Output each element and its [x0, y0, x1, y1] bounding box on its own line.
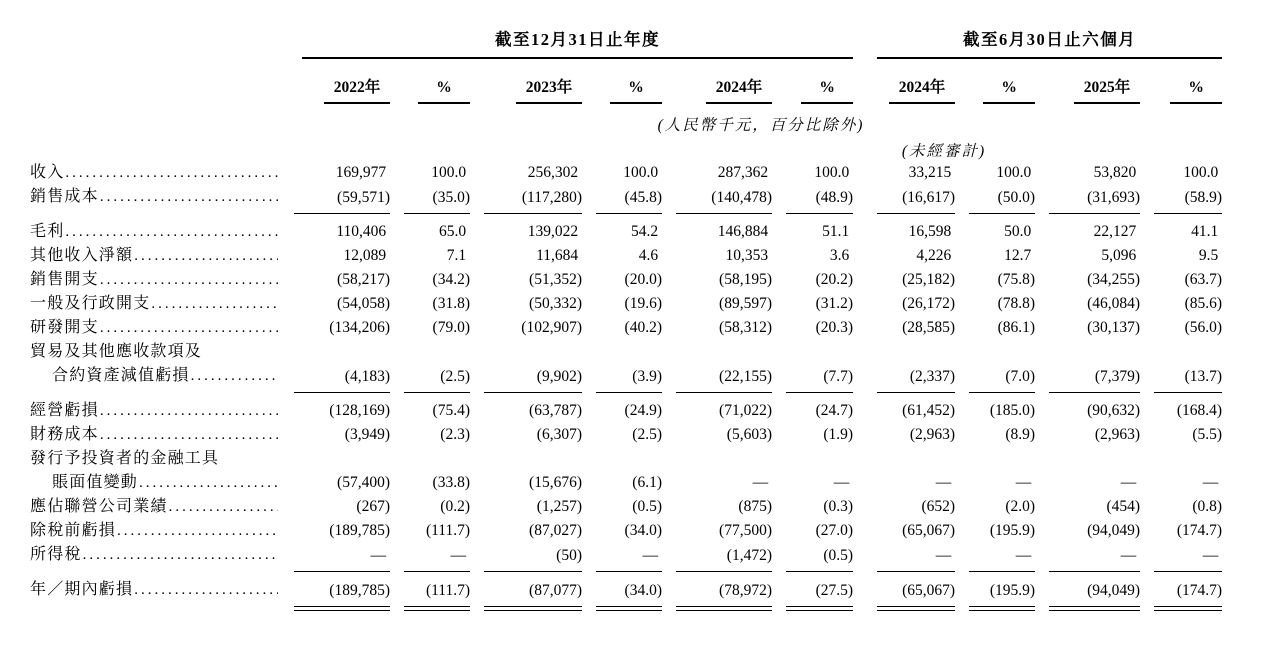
- cell-value: (174.7): [1176, 522, 1223, 539]
- column-header-2025-6m: 2025年: [1035, 59, 1140, 104]
- row-label-text: 其他收入淨額: [30, 247, 134, 264]
- cell-value: (0.5): [772, 543, 853, 572]
- cell-value: (189,785): [329, 522, 390, 539]
- cell-value: 9.5: [1198, 247, 1223, 264]
- cell-value: (78,972): [662, 572, 772, 613]
- row-label-text: 銷售成本: [30, 188, 99, 205]
- cell-value: (89,597): [719, 295, 772, 312]
- cell-value: 3.6: [829, 247, 854, 264]
- dot-leader: [100, 316, 278, 340]
- cell-value: 65.0: [439, 223, 470, 240]
- dot-leader: [100, 423, 278, 447]
- cell-value: (875): [738, 498, 772, 515]
- cell-value: (31.8): [432, 295, 470, 312]
- unaudited-note-row: [30, 135, 1222, 161]
- row-label-text: 銷售開支: [30, 271, 99, 288]
- cell-value: (6.1): [632, 474, 662, 491]
- cell-value: (0.2): [440, 498, 470, 515]
- cell-value: (102,907): [521, 319, 582, 336]
- cell-value: 22,127: [1093, 223, 1141, 240]
- cell-value: —: [752, 474, 772, 491]
- cell-value: (20.3): [815, 319, 854, 336]
- cell-value: (0.5): [632, 498, 662, 515]
- row-label-text: 一般及行政開支: [30, 295, 151, 312]
- cell-value: (50.0): [955, 185, 1035, 214]
- cell-value: 100.0: [996, 164, 1036, 181]
- cell-value: (31,693): [1035, 185, 1140, 214]
- double-rule-line: [596, 610, 662, 613]
- cell-value: (2,963): [1094, 426, 1141, 443]
- cell-value: (25,182): [902, 271, 956, 288]
- financial-statement-table: [30, 26, 1222, 613]
- cell-value: (8.9): [1005, 426, 1036, 443]
- cell-value: (140,478): [662, 185, 772, 214]
- label-column-spacer: [30, 59, 280, 104]
- cell-value: (40.2): [624, 319, 662, 336]
- dot-leader: [191, 364, 278, 388]
- cell-value: —: [935, 474, 956, 491]
- dot-leader: [151, 292, 278, 316]
- group-header-six-months: [853, 26, 1222, 59]
- cell-value: —: [833, 474, 854, 491]
- cell-value: (111.7): [425, 522, 470, 539]
- cell-value: (65,067): [902, 522, 956, 539]
- cell-value: (4,183): [280, 340, 390, 393]
- row-label-text: 應佔聯營公司業績: [30, 498, 168, 515]
- cell-value: 51.1: [822, 223, 854, 240]
- cell-value: (3.9): [582, 340, 662, 393]
- cell-value: 287,362: [717, 164, 772, 181]
- cell-value: (58,217): [337, 271, 390, 288]
- cell-value: (58,195): [719, 271, 772, 288]
- cell-value: (31.2): [815, 295, 854, 312]
- row-label-text: 收入: [30, 164, 65, 181]
- cell-value: (1.9): [823, 426, 854, 443]
- cell-value: (27.5): [772, 572, 853, 613]
- cell-value: (134,206): [329, 319, 390, 336]
- dot-leader: [117, 519, 278, 543]
- cell-value: (63.7): [1184, 271, 1223, 288]
- row-label-text: 除稅前虧損: [30, 522, 117, 539]
- double-rule-line: [1049, 610, 1140, 613]
- double-rule-line: [786, 610, 853, 613]
- cell-value: 12.7: [1004, 247, 1036, 264]
- cell-value: (58.9): [1140, 185, 1222, 214]
- cell-value: (117,280): [470, 185, 582, 214]
- cell-value: —: [1035, 543, 1140, 572]
- cell-value: (6,307): [536, 426, 582, 443]
- cell-value: (51,352): [529, 271, 582, 288]
- cell-value: 53,820: [1093, 164, 1141, 181]
- cell-value: —: [1202, 474, 1223, 491]
- cell-value: (2.3): [440, 426, 470, 443]
- row-label: [30, 572, 280, 613]
- row-label: [30, 519, 280, 543]
- row-label: [30, 268, 280, 292]
- cell-value: (3,949): [344, 426, 390, 443]
- table-row: [30, 572, 1222, 613]
- row-label: [30, 244, 280, 268]
- cell-value: (19.6): [624, 295, 662, 312]
- cell-value: (0.3): [823, 498, 854, 515]
- double-rule-line: [676, 610, 772, 613]
- row-label: [30, 185, 280, 214]
- cell-value: —: [582, 543, 662, 572]
- table-row: [30, 393, 1222, 423]
- cell-value: 256,302: [527, 164, 582, 181]
- cell-value: (195.9): [955, 572, 1035, 613]
- cell-value: (33.8): [432, 474, 470, 491]
- cell-value: (9,902): [470, 340, 582, 393]
- cell-value: (63,787): [529, 402, 582, 419]
- cell-value: (75.4): [432, 402, 470, 419]
- row-label-text: 研發開支: [30, 319, 99, 336]
- table-row: [30, 340, 1222, 393]
- cell-value: 16,598: [908, 223, 956, 240]
- dot-leader: [65, 220, 278, 244]
- cell-value: (1,257): [536, 498, 582, 515]
- cell-value: 50.0: [1004, 223, 1036, 240]
- table-body: [30, 161, 1222, 613]
- cell-value: —: [853, 543, 955, 572]
- row-label-text: 賬面值變動: [52, 474, 139, 491]
- table-row: [30, 543, 1222, 572]
- cell-value: (1,472): [662, 543, 772, 572]
- group-header-row: [30, 26, 1222, 59]
- cell-value: (128,169): [329, 402, 390, 419]
- cell-value: (5.5): [1192, 426, 1223, 443]
- column-header-row: [30, 59, 1222, 104]
- cell-value: 41.1: [1191, 223, 1223, 240]
- cell-value: (65,067): [853, 572, 955, 613]
- table-row: [30, 244, 1222, 268]
- row-label: [30, 393, 280, 423]
- row-label: [30, 495, 280, 519]
- dot-leader: [134, 578, 278, 602]
- cell-value: (61,452): [902, 402, 956, 419]
- double-rule-line: [294, 610, 390, 613]
- cell-value: (20.2): [815, 271, 854, 288]
- cell-value: —: [1120, 474, 1141, 491]
- dot-leader: [100, 185, 278, 209]
- row-label-line1: 貿易及其他應收款項及: [30, 343, 203, 360]
- unaudited-note: (未經審計): [901, 143, 987, 160]
- cell-value: (54,058): [337, 295, 390, 312]
- dot-leader: [139, 471, 278, 495]
- cell-value: (16,617): [853, 185, 955, 214]
- cell-value: (77,500): [719, 522, 772, 539]
- cell-value: (78.8): [997, 295, 1036, 312]
- group-header-annual: [280, 26, 853, 59]
- cell-value: (267): [356, 498, 390, 515]
- cell-value: 12,089: [343, 247, 390, 264]
- cell-value: (27.0): [815, 522, 854, 539]
- cell-value: 4.6: [638, 247, 662, 264]
- label-column-spacer: [30, 104, 280, 135]
- cell-value: (94,049): [1035, 572, 1140, 613]
- cell-value: (185.0): [989, 402, 1036, 419]
- cell-value: (15,676): [529, 474, 582, 491]
- cell-value: 5,096: [1101, 247, 1141, 264]
- table-row: [30, 447, 1222, 495]
- cell-value: (48.9): [772, 185, 853, 214]
- cell-value: (75.8): [997, 271, 1036, 288]
- double-rule-line: [404, 610, 470, 613]
- column-header-2023-pct: %: [582, 59, 662, 104]
- cell-value: —: [1015, 474, 1036, 491]
- table-row: [30, 161, 1222, 185]
- cell-value: (454): [1106, 498, 1141, 515]
- cell-value: 54.2: [631, 223, 662, 240]
- row-label-line1: 發行予投資者的金融工具: [30, 450, 220, 467]
- cell-value: (79.0): [432, 319, 470, 336]
- unit-note-row: [30, 104, 1222, 135]
- cell-value: 100.0: [1183, 164, 1223, 181]
- cell-value: (111.7): [390, 572, 470, 613]
- cell-value: (87,027): [529, 522, 582, 539]
- cell-value: (13.7): [1140, 340, 1222, 393]
- cell-value: (45.8): [582, 185, 662, 214]
- column-header-2024: 2024年: [662, 59, 772, 104]
- cell-value: 7.1: [446, 247, 470, 264]
- cell-value: (50,332): [529, 295, 582, 312]
- cell-value: (168.4): [1176, 402, 1223, 419]
- cell-value: (94,049): [1087, 522, 1141, 539]
- cell-value: (34,255): [1087, 271, 1141, 288]
- cell-value: (87,077): [470, 572, 582, 613]
- cell-value: —: [280, 543, 390, 572]
- group-header-six-months-label: 截至6月30日止六個月: [877, 26, 1222, 59]
- row-label-text: 合約資產減值虧損: [52, 367, 190, 384]
- cell-value: (56.0): [1184, 319, 1223, 336]
- cell-value: (2.5): [390, 340, 470, 393]
- cell-value: (189,785): [280, 572, 390, 613]
- table-row: [30, 519, 1222, 543]
- cell-value: (86.1): [997, 319, 1036, 336]
- spacer: [1035, 135, 1222, 161]
- cell-value: (85.6): [1184, 295, 1223, 312]
- cell-value: (24.7): [815, 402, 854, 419]
- column-header-2024-6m: 2024年: [853, 59, 955, 104]
- cell-value: (59,571): [280, 185, 390, 214]
- cell-value: 100.0: [814, 164, 854, 181]
- cell-value: (34.0): [582, 572, 662, 613]
- cell-value: (7.7): [772, 340, 853, 393]
- row-label: [30, 316, 280, 340]
- cell-value: (35.0): [390, 185, 470, 214]
- cell-value: 10,353: [725, 247, 772, 264]
- double-rule-line: [484, 610, 582, 613]
- row-label: [30, 292, 280, 316]
- dot-leader: [134, 244, 278, 268]
- cell-value: (58,312): [719, 319, 772, 336]
- cell-value: (7,379): [1035, 340, 1140, 393]
- cell-value: (0.8): [1192, 498, 1223, 515]
- table-row: [30, 495, 1222, 519]
- dot-leader: [169, 495, 278, 519]
- spacer: [30, 135, 853, 161]
- prospectus-financial-page: [0, 26, 1280, 650]
- cell-value: (50): [470, 543, 582, 572]
- cell-value: 110,406: [336, 223, 390, 240]
- cell-value: 146,884: [717, 223, 772, 240]
- cell-value: (46,084): [1087, 295, 1141, 312]
- cell-value: (652): [921, 498, 956, 515]
- table-row: [30, 292, 1222, 316]
- cell-value: —: [390, 543, 470, 572]
- double-rule-line: [969, 610, 1035, 613]
- column-header-2022-pct: %: [390, 59, 470, 104]
- cell-value: (195.9): [989, 522, 1036, 539]
- column-header-2023: 2023年: [470, 59, 582, 104]
- row-label: [30, 161, 280, 185]
- dot-leader: [100, 399, 278, 423]
- dot-leader: [100, 268, 278, 292]
- cell-value: 169,977: [335, 164, 390, 181]
- row-label: [30, 214, 280, 244]
- table-row: [30, 423, 1222, 447]
- column-header-2024-6m-pct: %: [955, 59, 1035, 104]
- row-label-text: 毛利: [30, 223, 65, 240]
- dot-leader: [83, 543, 278, 567]
- cell-value: —: [1140, 543, 1222, 572]
- row-label: [30, 543, 280, 572]
- cell-value: (174.7): [1140, 572, 1222, 613]
- cell-value: 100.0: [431, 164, 470, 181]
- cell-value: (22,155): [662, 340, 772, 393]
- currency-unit-note: (人民幣千元，百分比除外): [657, 117, 865, 134]
- group-header-annual-label: 截至12月31日止年度: [302, 26, 853, 59]
- row-label-text: 經營虧損: [30, 402, 99, 419]
- row-label-text: 所得稅: [30, 546, 82, 563]
- cell-value: (30,137): [1087, 319, 1141, 336]
- cell-value: (28,585): [902, 319, 956, 336]
- column-header-2025-6m-pct: %: [1140, 59, 1222, 104]
- label-column-spacer: [30, 26, 280, 59]
- table-row: [30, 185, 1222, 214]
- cell-value: (2,963): [909, 426, 956, 443]
- cell-value: (2.5): [632, 426, 662, 443]
- column-header-2024-pct: %: [772, 59, 853, 104]
- dot-leader: [65, 161, 278, 185]
- row-label-text: 年／期內虧損: [30, 581, 134, 598]
- double-rule-line: [877, 610, 955, 613]
- cell-value: 4,226: [916, 247, 956, 264]
- row-label-text: 財務成本: [30, 426, 99, 443]
- row-label: [30, 340, 280, 393]
- cell-value: (34.0): [624, 522, 662, 539]
- cell-value: (90,632): [1087, 402, 1141, 419]
- cell-value: (5,603): [726, 426, 772, 443]
- column-header-2022: 2022年: [280, 59, 390, 104]
- cell-value: (24.9): [624, 402, 662, 419]
- cell-value: 139,022: [527, 223, 582, 240]
- table-row: [30, 316, 1222, 340]
- cell-value: 33,215: [908, 164, 956, 181]
- row-label: [30, 423, 280, 447]
- cell-value: 100.0: [623, 164, 662, 181]
- table-row: [30, 214, 1222, 244]
- cell-value: (20.0): [624, 271, 662, 288]
- double-rule-line: [1154, 610, 1222, 613]
- cell-value: 11,684: [536, 247, 582, 264]
- cell-value: (2,337): [853, 340, 955, 393]
- cell-value: —: [955, 543, 1035, 572]
- table-row: [30, 268, 1222, 292]
- cell-value: (71,022): [719, 402, 772, 419]
- cell-value: (7.0): [955, 340, 1035, 393]
- cell-value: (57,400): [337, 474, 390, 491]
- row-label: [30, 447, 280, 495]
- cell-value: (2.0): [1005, 498, 1036, 515]
- cell-value: (34.2): [432, 271, 470, 288]
- cell-value: (26,172): [902, 295, 956, 312]
